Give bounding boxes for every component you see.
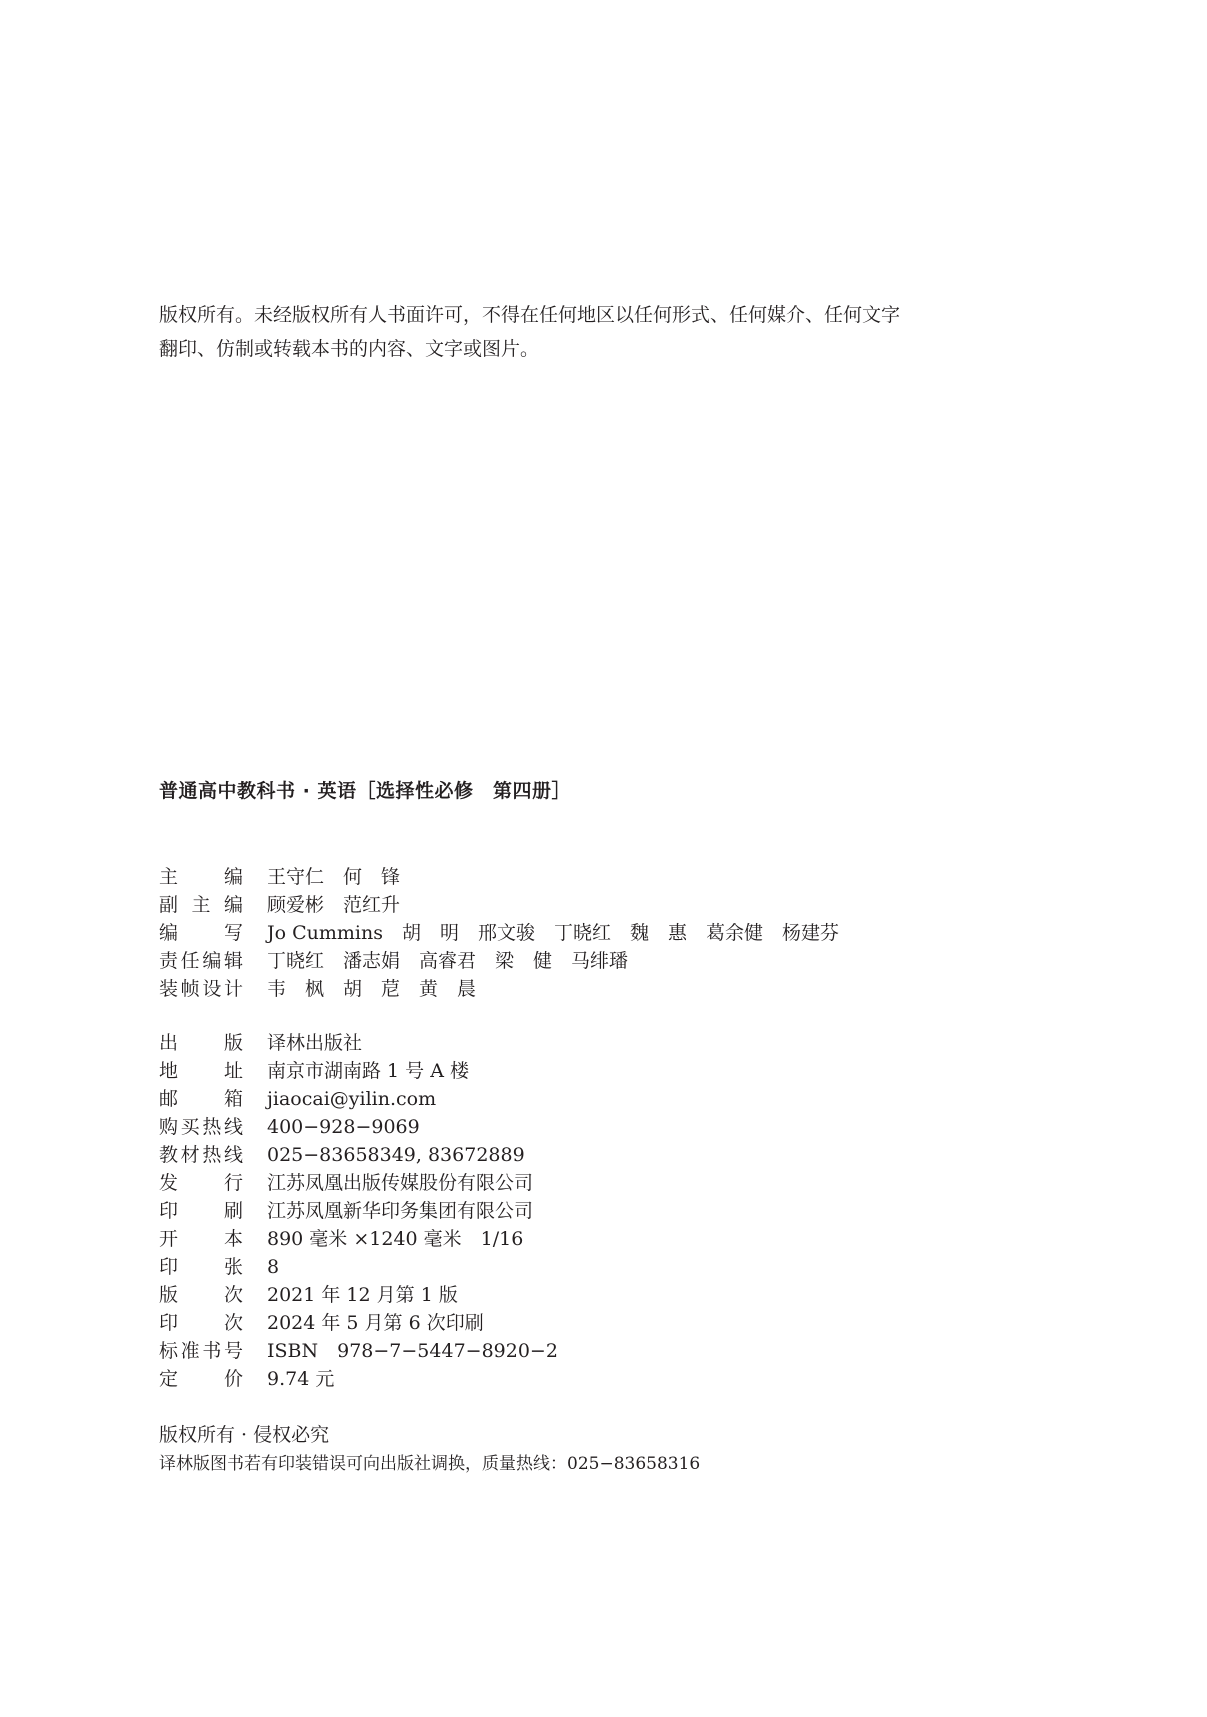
pub-row-email bbox=[159, 1085, 558, 1113]
pub-label: 标准书号 bbox=[159, 1340, 243, 1362]
credit-value: 丁晓红 潘志娟 高睿君 梁 健 马绯璠 bbox=[267, 950, 629, 972]
pub-value: 400−928−9069 bbox=[267, 1116, 420, 1138]
pub-label: 开本 bbox=[159, 1228, 243, 1250]
pub-label: 教材热线 bbox=[159, 1144, 243, 1166]
pub-value: 2021 年 12 月第 1 版 bbox=[267, 1284, 458, 1306]
pub-label: 出版 bbox=[159, 1032, 243, 1054]
credit-label: 责任编辑 bbox=[159, 950, 243, 972]
pub-row-distributor bbox=[159, 1169, 558, 1197]
pub-value: ISBN 978−7−5447−8920−2 bbox=[267, 1340, 558, 1362]
pub-label: 购买热线 bbox=[159, 1116, 243, 1138]
credit-row-deputy-chief-editor bbox=[159, 891, 839, 919]
credit-label: 主编 bbox=[159, 866, 243, 888]
pub-row-printing bbox=[159, 1309, 558, 1337]
pub-value: 南京市湖南路 1 号 A 楼 bbox=[267, 1060, 469, 1082]
pub-row-format bbox=[159, 1225, 558, 1253]
pub-value: 025−83658349, 83672889 bbox=[267, 1144, 525, 1166]
credit-label: 装帧设计 bbox=[159, 978, 243, 1000]
pub-value: 8 bbox=[267, 1256, 280, 1278]
credit-value: 韦 枫 胡 苨 黄 晨 bbox=[267, 978, 477, 1000]
credit-label: 编写 bbox=[159, 922, 243, 944]
pub-row-purchase-hotline bbox=[159, 1113, 558, 1141]
copyright-notice-line-2: 翻印、仿制或转载本书的内容、文字或图片。 bbox=[159, 338, 540, 360]
copyright-notice-line-1: 版权所有。未经版权所有人书面许可，不得在任何地区以任何形式、任何媒介、任何文字 bbox=[159, 304, 901, 326]
pub-label: 印次 bbox=[159, 1312, 243, 1334]
pub-row-printer bbox=[159, 1197, 558, 1225]
pub-label: 印刷 bbox=[159, 1200, 243, 1222]
book-title: 普通高中教科书 · 英语［选择性必修 第四册］ bbox=[159, 780, 571, 802]
pub-label: 邮箱 bbox=[159, 1088, 243, 1110]
pub-row-textbook-hotline bbox=[159, 1141, 558, 1169]
credit-value: 顾爱彬 范红升 bbox=[267, 894, 401, 916]
pub-value: 2024 年 5 月第 6 次印刷 bbox=[267, 1312, 484, 1334]
pub-value: 译林出版社 bbox=[267, 1032, 363, 1054]
credit-value: 王守仁 何 锋 bbox=[267, 866, 401, 888]
credit-value: Jo Cummins 胡 明 邢文骏 丁晓红 魏 惠 葛余健 杨建芬 bbox=[267, 922, 839, 944]
pub-row-isbn bbox=[159, 1337, 558, 1365]
pub-row-sheets bbox=[159, 1253, 558, 1281]
pub-row-publisher bbox=[159, 1029, 558, 1057]
pub-label: 发行 bbox=[159, 1172, 243, 1194]
pub-label: 地址 bbox=[159, 1060, 243, 1082]
credit-row-writers bbox=[159, 919, 839, 947]
pub-value: 890 毫米 ×1240 毫米 1/16 bbox=[267, 1228, 524, 1250]
publication-info bbox=[159, 1029, 558, 1393]
pub-label: 定价 bbox=[159, 1368, 243, 1390]
pub-row-edition bbox=[159, 1281, 558, 1309]
pub-value: 江苏凤凰出版传媒股份有限公司 bbox=[267, 1172, 534, 1194]
pub-label: 版次 bbox=[159, 1284, 243, 1306]
pub-value: 9.74 元 bbox=[267, 1368, 335, 1390]
credit-row-responsible-editors bbox=[159, 947, 839, 975]
pub-value: jiaocai@yilin.com bbox=[267, 1088, 437, 1110]
rights-title: 版权所有 · 侵权必究 bbox=[159, 1424, 330, 1446]
pub-label: 印张 bbox=[159, 1256, 243, 1278]
pub-row-address bbox=[159, 1057, 558, 1085]
copyright-notice bbox=[159, 298, 959, 366]
quality-hotline-note: 译林版图书若有印装错误可向出版社调换，质量热线：025−83658316 bbox=[159, 1454, 701, 1474]
pub-value: 江苏凤凰新华印务集团有限公司 bbox=[267, 1200, 534, 1222]
credit-row-chief-editor bbox=[159, 863, 839, 891]
pub-row-price bbox=[159, 1365, 558, 1393]
credits-list bbox=[159, 863, 839, 1003]
rights-statement bbox=[159, 1420, 700, 1478]
credit-label: 副主编 bbox=[159, 894, 243, 916]
credit-row-design bbox=[159, 975, 839, 1003]
